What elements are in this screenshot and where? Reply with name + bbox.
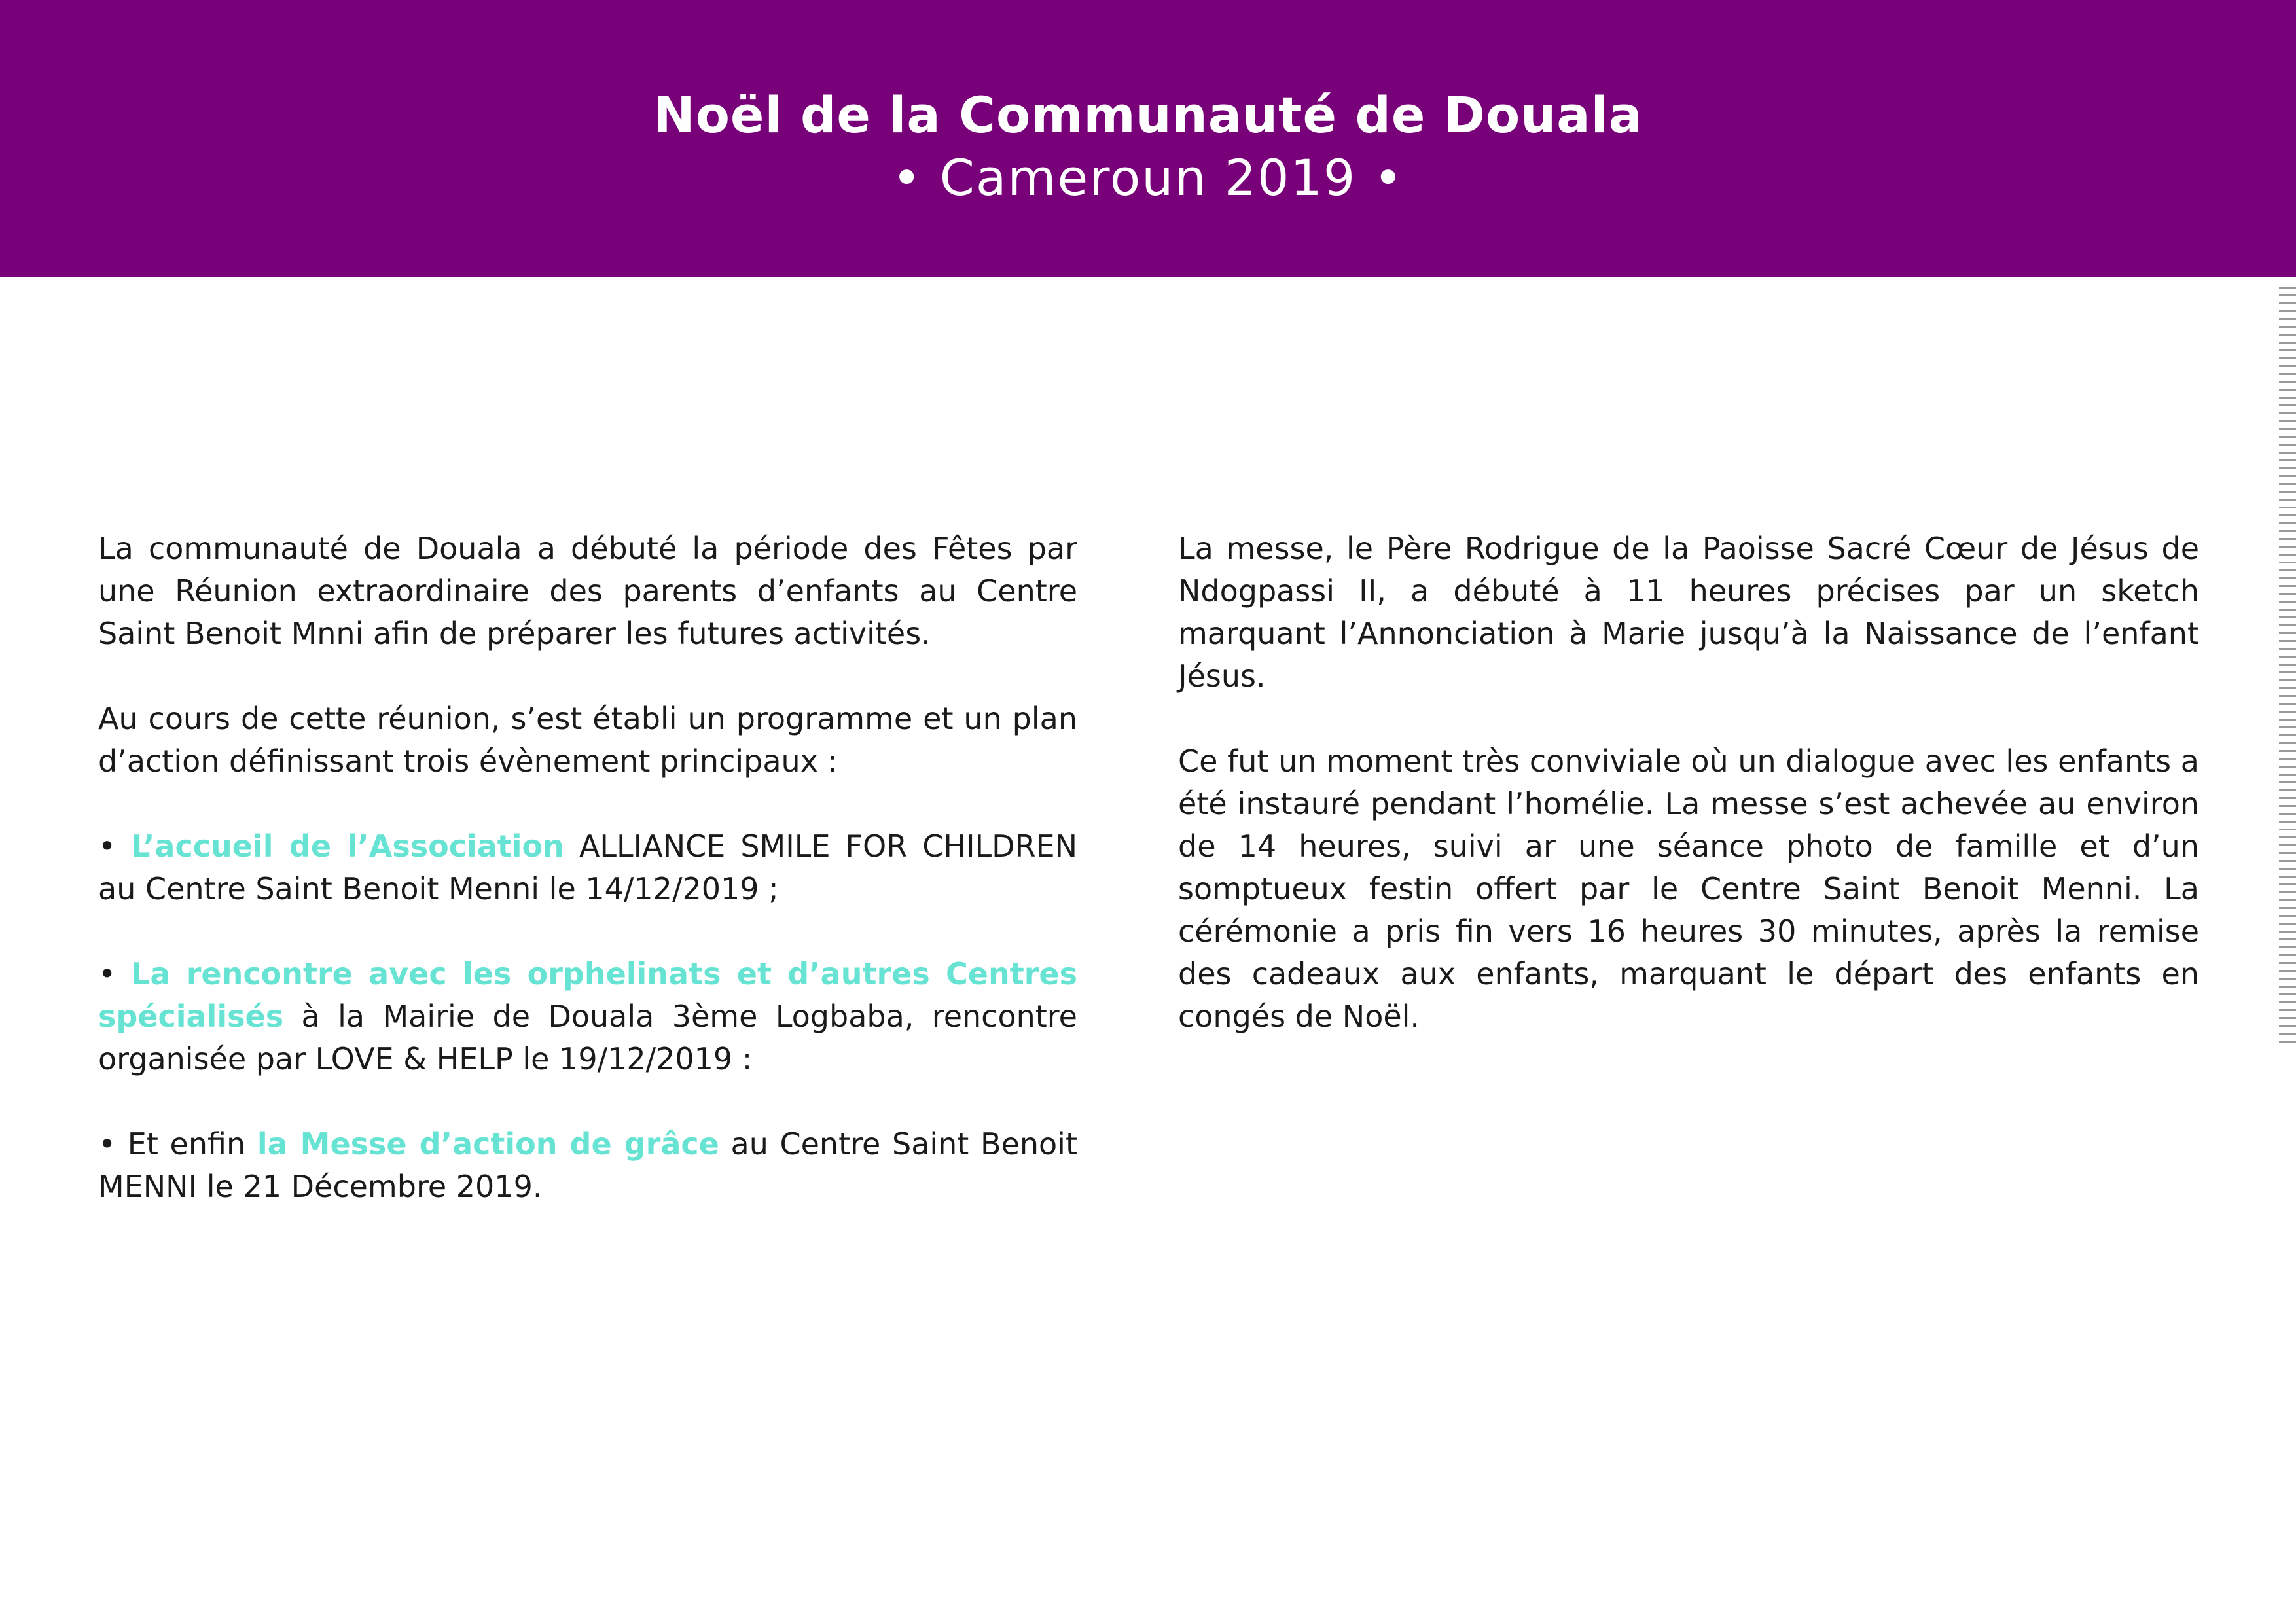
page-subtitle: • Cameroun 2019 • [891, 149, 1405, 207]
ceremony-paragraph: Ce fut un moment très conviviale où un dialogue avec les enfants a été instauré pendant l’homélie. La messe s’est achevée au environ de 14 heures, suivi ar une séance photo de famille et d’un somptueux festin offert par le Centre Saint Benoit Menni. La cérémonie a pris fin vers 16 heures 30 minutes, après la remise des cadeaux aux enfants, marquant le départ des enfants en congés de Noël. [1178, 743, 2199, 1034]
bullet-orphanage-meeting [98, 953, 1077, 1080]
right-column [1178, 527, 2199, 1080]
bullet-association-visit [98, 825, 1077, 910]
highlight-association: L’accueil de l’Association [131, 829, 564, 864]
bullet-text: ALLIANCE SMILE FOR CHILDREN au Centre Saint Benoit Menni le 14/12/2019 ; [98, 829, 1078, 906]
bullet-text: au Centre Saint Benoit MENNI le 21 Décembre 2019. [98, 1126, 1077, 1204]
bullet-text: à la Mairie de Douala 3ème Logbaba, rencontre organisée par LOVE & HELP le 19/12/2019 : [98, 999, 1077, 1077]
highlight-orphanage-meeting: La rencontre avec les orphelinats et d’autres Centres spécialisés [98, 956, 1077, 1034]
edge-tick-marks [2279, 287, 2296, 1043]
bullet-marker: • Et enfin [98, 1126, 257, 1162]
left-column [98, 527, 1077, 1251]
intro-paragraph: La communauté de Douala a débuté la période des Fêtes par une Réunion extraordinaire des parents d’enfants au Centre Saint Benoit Mnni afin de préparer les futures activités. [98, 531, 1077, 651]
mass-paragraph: La messe, le Père Rodrigue de la Paoisse Sacré Cœur de Jésus de Ndogpassi II, a débuté à 11 heures précises par un sketch marquant l’Annonciation à Marie jusqu’à la Naissance de l’enfant Jésus. [1178, 531, 2199, 694]
highlight-thanksgiving-mass: la Messe d’action de grâce [257, 1126, 719, 1162]
bullet-thanksgiving-mass [98, 1123, 1077, 1208]
program-paragraph: Au cours de cette réunion, s’est établi un programme et un plan d’action définissant trois évènement principaux : [98, 701, 1077, 779]
page-title: Noël de la Communauté de Douala [653, 86, 1643, 144]
bullet-marker: • [98, 829, 132, 864]
bullet-marker: • [98, 956, 132, 991]
